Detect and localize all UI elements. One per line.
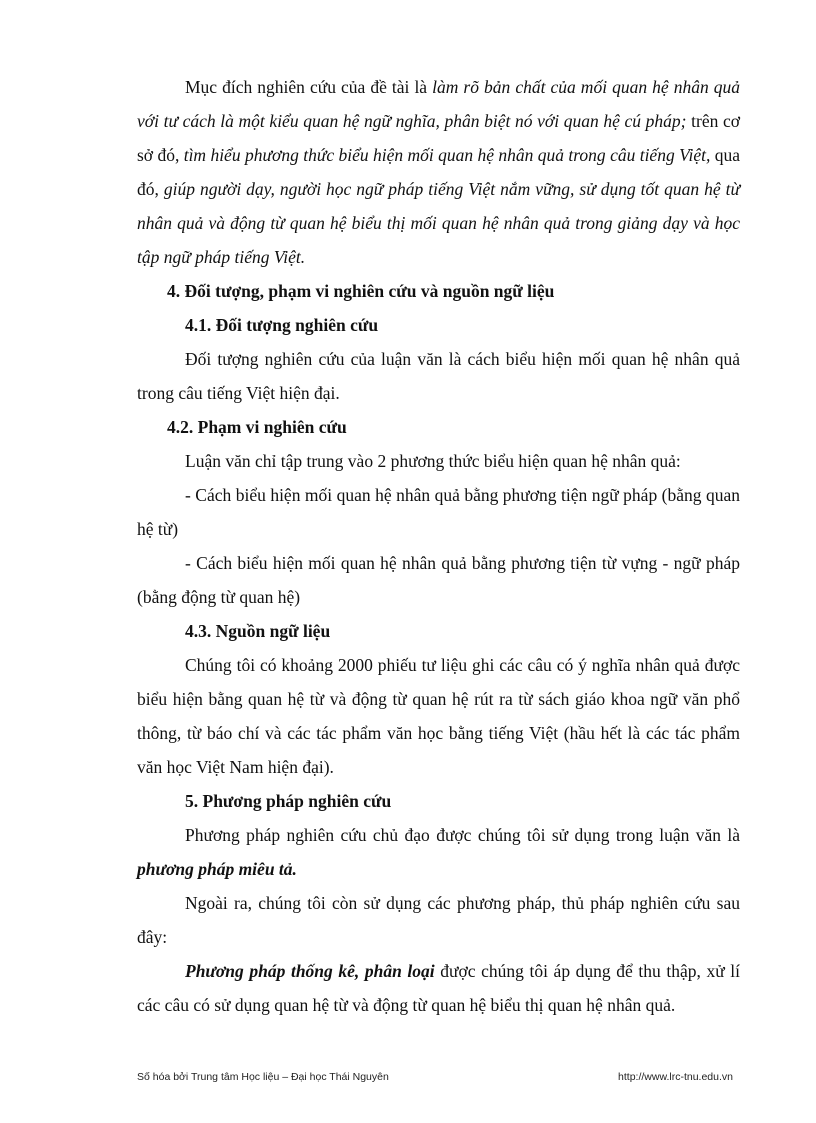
- paragraph-other-methods: Ngoài ra, chúng tôi còn sử dụng các phương pháp, thủ pháp nghiên cứu sau đây:: [137, 893, 740, 947]
- heading-section-5: 5. Phương pháp nghiên cứu: [185, 791, 392, 811]
- paragraph-4-3: Chúng tôi có khoảng 2000 phiếu tư liệu ghi các câu có ý nghĩa nhân quả được biểu hiện bằng quan hệ từ và động từ quan hệ rút ra từ sách giáo khoa ngữ văn phổ thông, từ báo chí và các tác phẩm văn học bằng tiếng Việt (hầu hết là các tác phẩm văn học Việt Nam hiện đại).: [137, 655, 740, 777]
- document-body: [137, 70, 740, 1022]
- heading-4-1: 4.1. Đối tượng nghiên cứu: [185, 315, 379, 335]
- paragraph-4-1: Đối tượng nghiên cứu của luận văn là cách biểu hiện mối quan hệ nhân quả trong câu tiếng Việt hiện đại.: [137, 349, 740, 403]
- heading-4-2: 4.2. Phạm vi nghiên cứu: [167, 417, 347, 437]
- paragraph-5: Phương pháp nghiên cứu chủ đạo được chúng tôi sử dụng trong luận văn là phương pháp miêu tả.: [137, 825, 740, 879]
- paragraph-statistics-method: Phương pháp thống kê, phân loại được chúng tôi áp dụng để thu thập, xử lí các câu có sử dụng quan hệ từ và động từ quan hệ biểu thị quan hệ nhân quả.: [137, 961, 740, 1015]
- heading-4-3: 4.3. Nguồn ngữ liệu: [185, 621, 331, 641]
- heading-section-4: 4. Đối tượng, phạm vi nghiên cứu và nguồn ngữ liệu: [167, 281, 555, 301]
- list-item-lexical: - Cách biểu hiện mối quan hệ nhân quả bằng phương tiện từ vựng - ngữ pháp (bằng động từ quan hệ): [137, 553, 740, 607]
- footer-digitization-credit: Số hóa bởi Trung tâm Học liệu – Đại học Thái Nguyên: [137, 1071, 389, 1083]
- paragraph-4-2: Luận văn chỉ tập trung vào 2 phương thức biểu hiện quan hệ nhân quả:: [185, 451, 681, 471]
- footer-url: http://www.lrc-tnu.edu.vn: [618, 1071, 733, 1083]
- list-item-grammar: - Cách biểu hiện mối quan hệ nhân quả bằng phương tiện ngữ pháp (bằng quan hệ từ): [137, 485, 740, 539]
- paragraph-purpose: Mục đích nghiên cứu của đề tài là làm rõ bản chất của mối quan hệ nhân quả với tư cách là một kiểu quan hệ ngữ nghĩa, phân biệt nó với quan hệ cú pháp; trên cơ sở đó, tìm hiểu phương thức biểu hiện mối quan hệ nhân quả trong câu tiếng Việt, qua đó, giúp người dạy, người học ngữ pháp tiếng Việt nắm vững, sử dụng tốt quan hệ từ nhân quả và động từ quan hệ biểu thị mối quan hệ nhân quả trong giảng dạy và học tập ngữ pháp tiếng Việt.: [137, 77, 741, 267]
